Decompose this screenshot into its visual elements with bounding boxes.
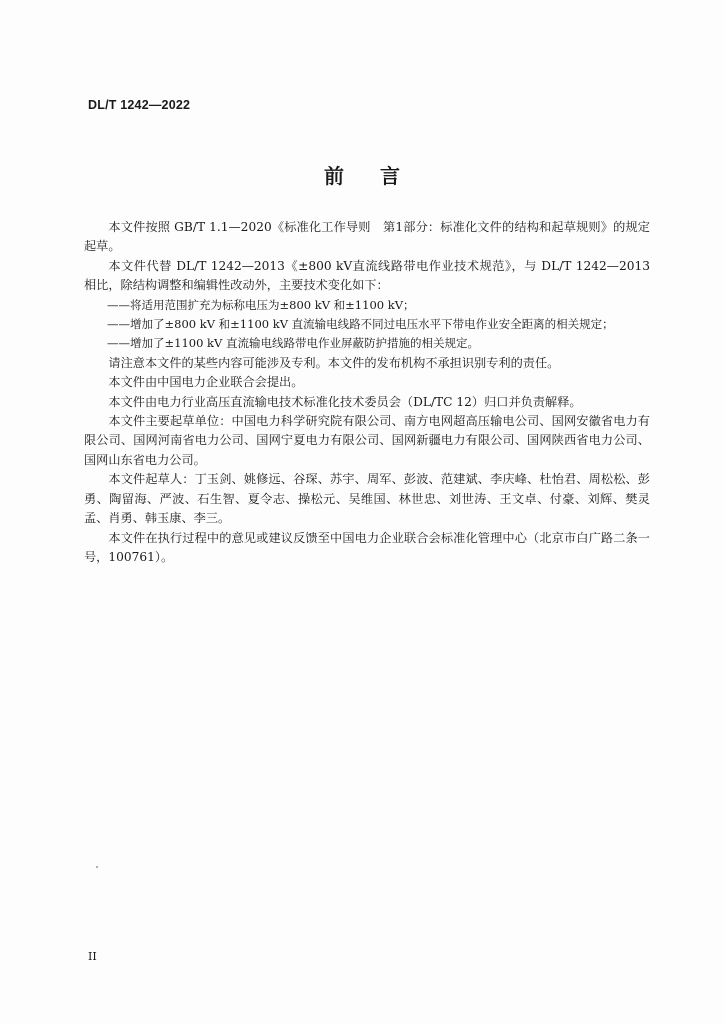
page-title: 前言 [324,164,436,188]
paragraph-replacement: 本文件代替 DL/T 1242—2013《±800 kV直流线路带电作业技术规范》，与 DL/T 1242—2013 相比，除结构调整和编辑性改动外，主要技术变化如下： [84,258,650,293]
paragraph-drafting-rules: 本文件按照 GB/T 1.1—2020《标准化工作导则 第1部分：标准化文件的结构和起草规则》的规定起草。 [84,220,650,254]
change-item-safety-distance: ——增加了±800 kV 和±1100 kV 直流输电线路不同过电压水平下带电作业安全距离的相关规定； [107,317,614,332]
scan-speck [96,866,98,868]
paragraph-drafters: 本文件起草人：丁玉剑、姚修远、谷琛、苏宇、周军、彭波、范建斌、李庆峰、杜怡君、周松松、彭勇、陶留海、严波、石生智、夏令志、操松元、吴维国、林世忠、刘世涛、王文卓、付豪、刘辉、樊灵孟、肖勇、韩玉康、李三。 [84,472,650,526]
page-number: II [88,950,97,963]
document-id: DL/T 1242—2022 [88,98,191,112]
paragraph-committee: 本文件由电力行业高压直流输电技术标准化技术委员会（DL/TC 12）归口并负责解释。 [108,394,582,409]
document-body [84,218,650,567]
change-item-shielding: ——增加了±1100 kV 直流输电线路带电作业屏蔽防护措施的相关规定。 [107,336,479,351]
paragraph-proposer: 本文件由中国电力企业联合会提出。 [108,375,304,390]
paragraph-patent-notice: 请注意本文件的某些内容可能涉及专利。本文件的发布机构不承担识别专利的责任。 [108,355,560,370]
change-item-scope: ——将适用范围扩充为标称电压为±800 kV 和±1100 kV； [107,297,415,312]
paragraph-drafting-units: 本文件主要起草单位：中国电力科学研究院有限公司、南方电网超高压输电公司、国网安徽省电力有限公司、国网河南省电力公司、国网宁夏电力有限公司、国网新疆电力有限公司、国网陕西省电力公司、国网山东省电力公司。 [84,414,650,467]
paragraph-feedback: 本文件在执行过程中的意见或建议反馈至中国电力企业联合会标准化管理中心（北京市白广路二条一号，100761）。 [84,530,650,564]
